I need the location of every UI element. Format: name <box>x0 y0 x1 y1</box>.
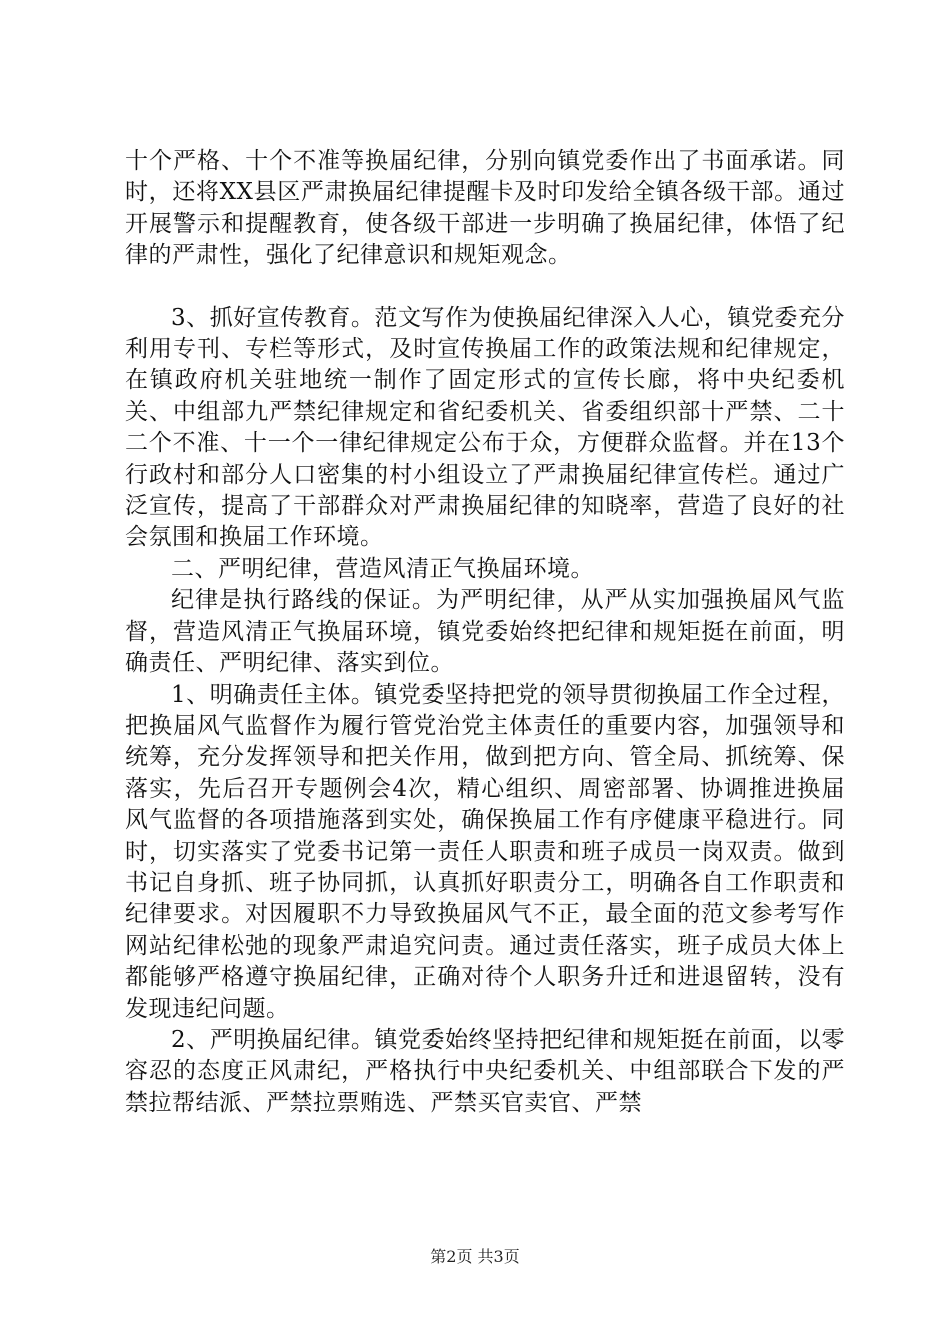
paragraph-continuation: 十个严格、十个不准等换届纪律，分别向镇党委作出了书面承诺。同时，还将XX县区严肃换届纪律提醒卡及时印发给全镇各级干部。通过开展警示和提醒教育，使各级干部进一步明确了换届纪律，体悟了纪律的严肃性，强化了纪律意识和规矩观念。 <box>125 148 845 269</box>
paragraph-discipline-intro: 纪律是执行路线的保证。为严明纪律，从严从实加强换届风气监督，营造风清正气换届环境，镇党委始终把纪律和规矩挺在前面，明确责任、严明纪律、落实到位。 <box>125 587 845 677</box>
paragraph-responsibility: 1、明确责任主体。镇党委坚持把党的领导贯彻换届工作全过程，把换届风气监督作为履行管党治党主体责任的重要内容，加强领导和统筹，充分发挥领导和把关作用，做到把方向、管全局、抓统筹、保落实，先后召开专题例会4次，精心组织、周密部署、协调推进换届风气监督的各项措施落到实处，确保换届工作有序健康平稳进行。同时，切实落实了党委书记第一责任人职责和班子成员一岗双责。做到书记自身抓、班子协同抓，认真抓好职责分工，明确各自工作职责和纪律要求。对因履职不力导致换届风气不正，最全面的范文参考写作网站纪律松弛的现象严肃追究问责。通过责任落实，班子成员大体上都能够严格遵守换届纪律，正确对待个人职务升迁和进退留转，没有发现违纪问题。 <box>125 681 845 1022</box>
section-heading-discipline: 二、严明纪律，营造风清正气换届环境。 <box>171 555 594 582</box>
paragraph-election-discipline: 2、严明换届纪律。镇党委始终坚持把纪律和规矩挺在前面，以零容忍的态度正风肃纪，严格执行中央纪委机关、中组部联合下发的严禁拉帮结派、严禁拉票贿选、严禁买官卖官、严禁 <box>125 1026 845 1116</box>
document-body <box>125 146 845 1119</box>
paragraph-publicity-education: 3、抓好宣传教育。范文写作为使换届纪律深入人心，镇党委充分利用专刊、专栏等形式，及时宣传换届工作的政策法规和纪律规定，在镇政府机关驻地统一制作了固定形式的宣传长廊，将中央纪委机关、中组部九严禁纪律规定和省纪委机关、省委组织部十严禁、二十二个不准、十一个一律纪律规定公布于众，方便群众监督。并在13个行政村和部分人口密集的村小组设立了严肃换届纪律宣传栏。通过广泛宣传，提高了干部群众对严肃换届纪律的知晓率，营造了良好的社会氛围和换届工作环境。 <box>125 304 845 551</box>
page-number-footer: 第2页 共3页 <box>430 1247 520 1266</box>
